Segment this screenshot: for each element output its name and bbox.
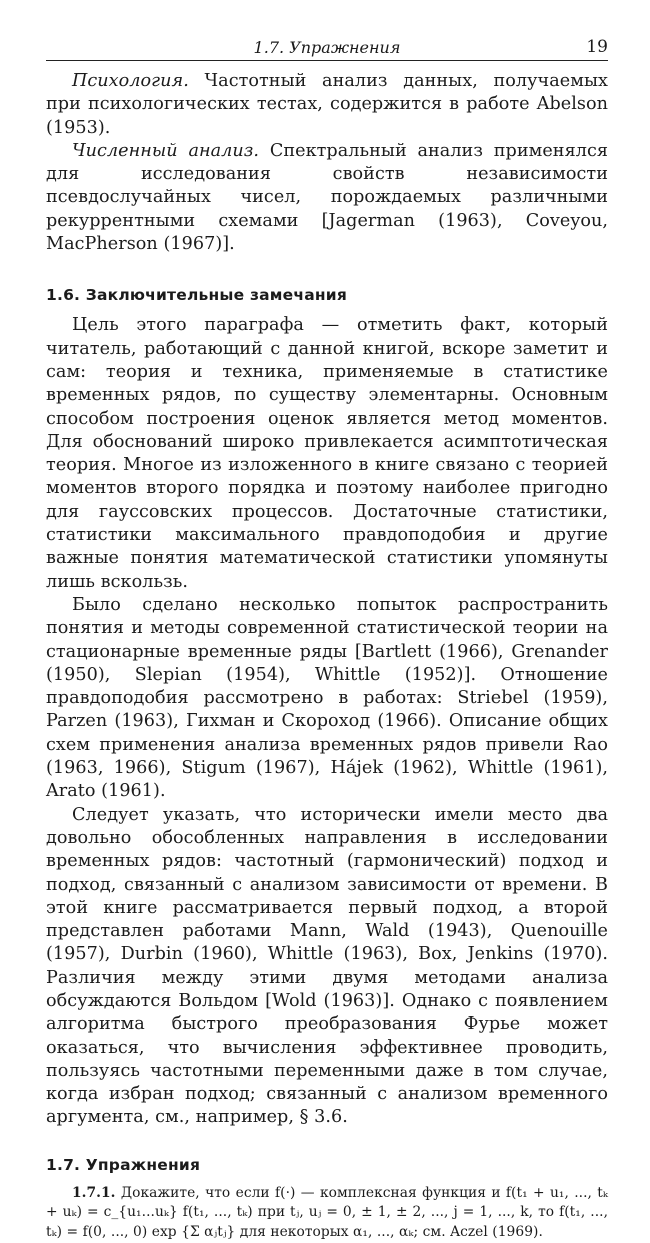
running-title: 1.7. Упражнения: [253, 38, 401, 57]
exercise-text: Докажите, что если f(·) — комплексная функция и f(t₁ + u₁, ..., tₖ + uₖ) = c_{u₁...uₖ} f(t₁, ..., tₖ) при tⱼ, uⱼ = 0, ± 1, ± 2, ..., j = 1, ..., k, то f(t₁, ..., tₖ) = f(0, ..., 0) exp {Σ αⱼtⱼ} для некоторых α₁, ..., αₖ; см. Aczel (1969).: [46, 1184, 608, 1240]
page-number: 19: [586, 37, 608, 57]
intro-paragraph: [46, 70, 608, 140]
section-heading: 1.7. Упражнения: [46, 1155, 201, 1174]
intro-text: Частотный анализ данных, получаемых при психологических тестах, содержится в работе Abelson (1953).: [46, 71, 608, 138]
body-paragraph: Цель этого параграфа — отметить факт, который читатель, работающий с данной книгой, вскоре заметит и сам: теория и техника, применяемые в статистике временных рядов, по существу элементарны. Основным способом построения оценок является метод моментов. Для обоснований широко привлекается асимптотическая теория. Многое из изложенного в книге связано с теорией моментов второго порядка и поэтому наиболее пригодно для гауссовских процессов. Достаточные статистики, статистики максимального правдоподобия и другие важные понятия математической статистики упомянуты лишь вскользь.: [46, 315, 608, 592]
intro-label: Психология.: [72, 71, 189, 91]
exercise-number: 1.7.1.: [72, 1184, 116, 1201]
intro-paragraph: [46, 140, 608, 256]
page-body: [46, 70, 608, 1243]
exercise-item: [46, 1184, 608, 1243]
intro-label: Численный анализ.: [72, 140, 260, 161]
section-heading: 1.6. Заключительные замечания: [46, 286, 348, 305]
intro-text: Спектральный анализ применялся для исследования свойств независимости псевдослучайных чисел, порождаемых различными рекуррентными схемами [Jagerman (1963), Coveyou, MacPherson (1967)].: [46, 140, 608, 255]
running-head: [46, 26, 608, 61]
body-paragraph: Было сделано несколько попыток распространить понятия и методы современной статистической теории на стационарные временные ряды [Bartlett (1966), Grenander (1950), Slepian (1954), Whittle (1952)]. Отношение правдоподобия рассмотрено в работах: Striebel (1959), Parzen (1963), Гихман и Скороход (1966). Описание общих схем применения анализа временных рядов привели Rao (1963, 1966), Stigum (1967), Hájek (1962), Whittle (1961), Arato (1961).: [46, 594, 608, 802]
body-paragraph: Следует указать, что исторически имели место два довольно обособленных направления в исследовании временных рядов: частотный (гармонический) подход и подход, связанный с анализом зависимости от времени. В этой книге рассматривается первый подход, а второй представлен работами Mann, Wald (1943), Quenouille (1957), Durbin (1960), Whittle (1963), Box, Jenkins (1970). Различия между этими двумя методами анализа обсуждаются Вольдом [Wold (1963)]. Однако с появлением алгоритма быстрого преобразования Фурье может оказаться, что вычисления эффективнее проводить, пользуясь частотными переменными даже в том случае, когда избран подход; связанный с анализом временного аргумента, см., например, § 3.6.: [46, 804, 608, 1128]
